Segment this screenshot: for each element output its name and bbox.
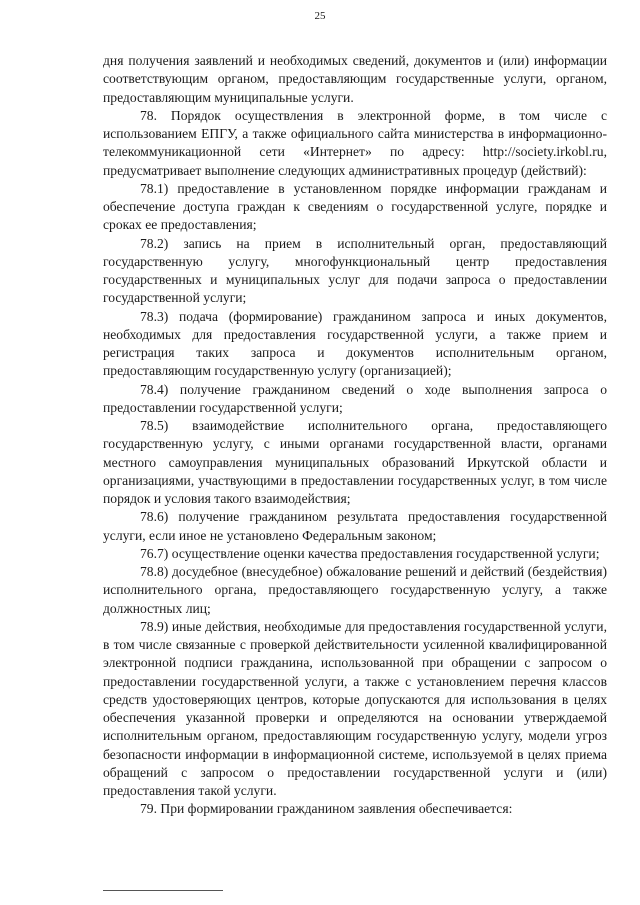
paragraph-78-8: 78.8) досудебное (внесудебное) обжалование решений и действий (бездействия) исполнительного органа, предоставляющего государственную услугу, а также должностных лиц; [103,564,607,616]
paragraph-79: 79. При формировании гражданином заявления обеспечивается: [140,801,513,817]
paragraph-76-7: 76.7) осуществление оценки качества предоставления государственной услуги; [140,545,600,561]
paragraph-78-5: 78.5) взаимодействие исполнительного органа, предоставляющего государственную услугу, с иными органами государственной власти, органами местного самоуправления муниципальных образований Иркутской области и организациями, участвующими в предоставлении государственных услуг, в том числе порядок и условия такого взаимодействия; [103,418,607,506]
paragraph-78-2: 78.2) запись на прием в исполнительный орган, предоставляющий государственную услугу, многофункциональный центр предоставления государственных и муниципальных услуг для подачи запроса о предоставлении государственной услуги; [103,235,607,306]
paragraph-continuation: дня получения заявлений и необходимых сведений, документов и (или) информации соответствующим органом, предоставляющим государственные услуги, органом, предоставляющим муниципальные услуги. [103,53,607,105]
paragraph-78-4: 78.4) получение гражданином сведений о ходе выполнения запроса о предоставлении государственной услуги; [103,381,607,415]
paragraph-78-9: 78.9) иные действия, необходимые для предоставления государственной услуги, в том числе связанные с проверкой действительности усиленной квалифицированной электронной подписи гражданина, использованной при обращении с запросом о предоставлении государственной услуги, а также с установлением перечня классов средств удостоверяющих центров, которые допускаются для использования в целях обеспечения указанной проверки и определяются на основании утверждаемой исполнительным органом, предоставляющим государственную услугу, модели угроз безопасности информации в информационной системе, используемой в целях приема обращений с запросом о предоставлении государственной услуги и (или) предоставления такой услуги. [103,618,607,798]
paragraph-78-6: 78.6) получение гражданином результата предоставления государственной услуги, если иное не установлено Федеральным законом; [103,509,607,543]
paragraph-78-3: 78.3) подача (формирование) гражданином запроса и иных документов, необходимых для предоставления государственной услуги, а также прием и регистрация таких запроса и документов исполнительным органом, предоставляющим государственную услугу (организацией); [103,308,607,379]
page-number: 25 [314,10,326,22]
paragraph-78-1: 78.1) предоставление в установленном порядке информации гражданам и обеспечение доступа граждан к сведениям о государственной услуге, порядке и сроках ее предоставления; [103,180,607,233]
paragraph-78: 78. Порядок осуществления в электронной форме, в том числе с использованием ЕПГУ, а также официального сайта министерства в информационно-телекоммуникационной сети «Интернет» по адресу: http://society.irkobl.ru, предусматривает выполнение следующих административных процедур (действий): [103,107,607,178]
document-body [103,52,607,819]
footnote-divider [103,890,223,891]
